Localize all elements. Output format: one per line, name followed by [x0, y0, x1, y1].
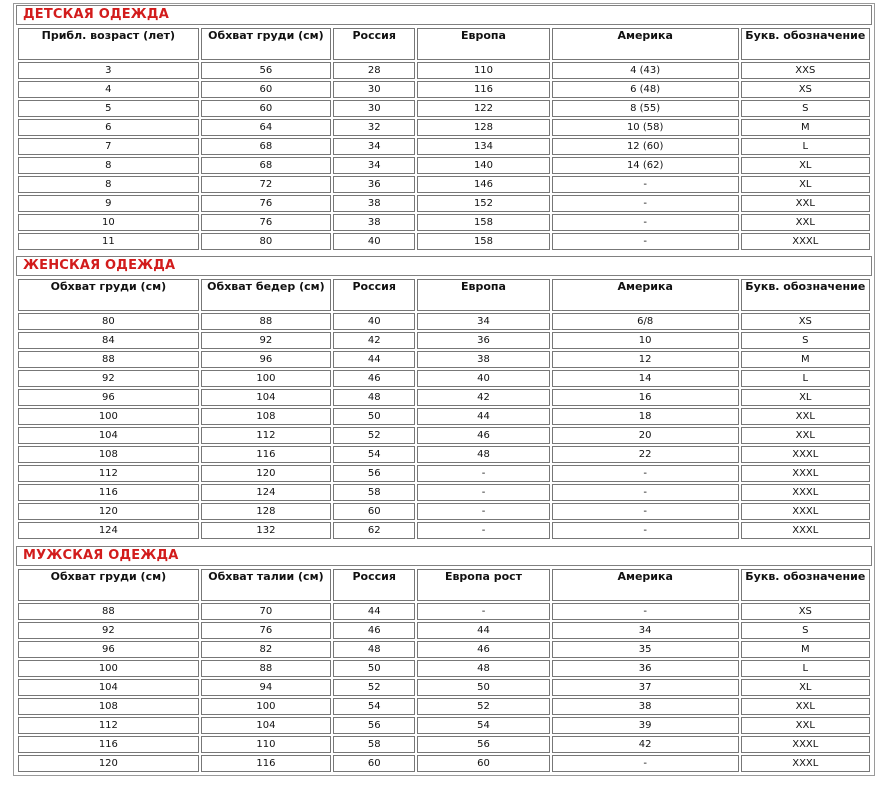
- table-row: [18, 332, 870, 349]
- table-row: [18, 622, 870, 639]
- table-cell: 82: [201, 641, 331, 658]
- table-row: [18, 138, 870, 155]
- table-cell: 62: [333, 522, 415, 539]
- table-cell: 50: [417, 679, 549, 696]
- table-row: [18, 736, 870, 753]
- table-row: [18, 62, 870, 79]
- table-cell: 112: [201, 427, 331, 444]
- table-cell: 64: [201, 119, 331, 136]
- table-cell: 40: [417, 370, 549, 387]
- table-cell: 116: [18, 484, 199, 501]
- table-cell: XXXL: [741, 503, 870, 520]
- table-cell: 22: [552, 446, 739, 463]
- table-cell: 50: [333, 408, 415, 425]
- column-header: Россия: [333, 279, 415, 311]
- table-cell: XXXL: [741, 446, 870, 463]
- table-cell: 94: [201, 679, 331, 696]
- table-row: [18, 427, 870, 444]
- table-cell: 68: [201, 138, 331, 155]
- table-cell: 10: [18, 214, 199, 231]
- column-header: Обхват груди (см): [201, 28, 331, 60]
- table-cell: 46: [333, 622, 415, 639]
- table-cell: 100: [201, 370, 331, 387]
- table-cell: XS: [741, 313, 870, 330]
- table-cell: 158: [417, 233, 549, 250]
- table-cell: 88: [18, 603, 199, 620]
- table-cell: 60: [333, 503, 415, 520]
- table-cell: -: [552, 522, 739, 539]
- table-cell: 44: [333, 351, 415, 368]
- table-cell: 14 (62): [552, 157, 739, 174]
- table-cell: -: [417, 522, 549, 539]
- section-title-women: ЖЕНСКАЯ ОДЕЖДА: [16, 256, 872, 276]
- table-cell: 12 (60): [552, 138, 739, 155]
- table-cell: 48: [333, 641, 415, 658]
- table-cell: 104: [18, 427, 199, 444]
- table-cell: 128: [201, 503, 331, 520]
- table-cell: 38: [333, 214, 415, 231]
- table-cell: -: [552, 233, 739, 250]
- table-row: [18, 370, 870, 387]
- table-cell: 116: [201, 755, 331, 772]
- table-cell: 76: [201, 195, 331, 212]
- table-cell: 60: [333, 755, 415, 772]
- table-cell: 100: [18, 660, 199, 677]
- table-cell: M: [741, 641, 870, 658]
- table-cell: 56: [333, 717, 415, 734]
- table-cell: XXL: [741, 195, 870, 212]
- table-cell: 92: [201, 332, 331, 349]
- table-cell: 10 (58): [552, 119, 739, 136]
- table-row: [18, 313, 870, 330]
- table-row: [18, 660, 870, 677]
- column-header: Европа: [417, 28, 549, 60]
- table-cell: -: [552, 755, 739, 772]
- table-row: [18, 157, 870, 174]
- table-cell: M: [741, 351, 870, 368]
- table-cell: XXXL: [741, 465, 870, 482]
- table-cell: -: [552, 484, 739, 501]
- table-cell: 46: [417, 427, 549, 444]
- table-cell: 80: [201, 233, 331, 250]
- table-cell: -: [552, 195, 739, 212]
- table-cell: 20: [552, 427, 739, 444]
- table-cell: 108: [18, 698, 199, 715]
- table-cell: 68: [201, 157, 331, 174]
- table-cell: -: [552, 176, 739, 193]
- table-cell: -: [552, 465, 739, 482]
- table-cell: 56: [201, 62, 331, 79]
- table-header-row: [18, 28, 870, 60]
- table-cell: 10: [552, 332, 739, 349]
- column-header: Обхват бедер (см): [201, 279, 331, 311]
- table-cell: 35: [552, 641, 739, 658]
- table-cell: 104: [18, 679, 199, 696]
- table-cell: 134: [417, 138, 549, 155]
- table-cell: 48: [417, 660, 549, 677]
- table-cell: 56: [417, 736, 549, 753]
- table-cell: 37: [552, 679, 739, 696]
- table-cell: 36: [417, 332, 549, 349]
- table-cell: XXXL: [741, 755, 870, 772]
- table-cell: 120: [18, 503, 199, 520]
- table-cell: 112: [18, 717, 199, 734]
- table-cell: 110: [201, 736, 331, 753]
- table-cell: 42: [417, 389, 549, 406]
- table-cell: 88: [201, 660, 331, 677]
- table-cell: 8: [18, 157, 199, 174]
- table-cell: -: [552, 503, 739, 520]
- table-cell: S: [741, 332, 870, 349]
- table-cell: 58: [333, 736, 415, 753]
- table-cell: 108: [201, 408, 331, 425]
- table-cell: 52: [333, 427, 415, 444]
- table-cell: 124: [201, 484, 331, 501]
- table-row: [18, 503, 870, 520]
- table-cell: XXL: [741, 408, 870, 425]
- table-cell: 76: [201, 622, 331, 639]
- table-cell: S: [741, 622, 870, 639]
- table-cell: 152: [417, 195, 549, 212]
- table-row: [18, 214, 870, 231]
- table-row: [18, 408, 870, 425]
- table-cell: 11: [18, 233, 199, 250]
- table-cell: L: [741, 660, 870, 677]
- table-cell: 42: [333, 332, 415, 349]
- table-cell: 116: [417, 81, 549, 98]
- table-cell: -: [417, 484, 549, 501]
- column-header: Обхват груди (см): [18, 569, 199, 601]
- table-cell: 38: [417, 351, 549, 368]
- table-cell: 9: [18, 195, 199, 212]
- table-cell: 54: [333, 698, 415, 715]
- table-row: [18, 81, 870, 98]
- table-cell: 16: [552, 389, 739, 406]
- table-cell: 72: [201, 176, 331, 193]
- column-header: Букв. обозначение: [741, 279, 870, 311]
- women-size-table: [16, 277, 872, 541]
- table-cell: 30: [333, 100, 415, 117]
- table-cell: XXXL: [741, 233, 870, 250]
- table-cell: -: [417, 465, 549, 482]
- table-cell: 88: [18, 351, 199, 368]
- table-cell: XXL: [741, 717, 870, 734]
- table-row: [18, 522, 870, 539]
- table-cell: 12: [552, 351, 739, 368]
- section-title-men: МУЖСКАЯ ОДЕЖДА: [16, 546, 872, 566]
- table-row: [18, 484, 870, 501]
- table-cell: 88: [201, 313, 331, 330]
- column-header: Прибл. возраст (лет): [18, 28, 199, 60]
- table-row: [18, 465, 870, 482]
- table-cell: 28: [333, 62, 415, 79]
- table-cell: XXXL: [741, 484, 870, 501]
- table-cell: 56: [333, 465, 415, 482]
- table-cell: 96: [18, 389, 199, 406]
- table-cell: 18: [552, 408, 739, 425]
- table-cell: M: [741, 119, 870, 136]
- table-cell: S: [741, 100, 870, 117]
- table-cell: XL: [741, 176, 870, 193]
- table-cell: -: [417, 603, 549, 620]
- column-header: Букв. обозначение: [741, 28, 870, 60]
- table-cell: -: [552, 214, 739, 231]
- table-cell: 84: [18, 332, 199, 349]
- table-cell: XXL: [741, 698, 870, 715]
- column-header: Европа рост: [417, 569, 549, 601]
- table-cell: L: [741, 138, 870, 155]
- column-header: Обхват груди (см): [18, 279, 199, 311]
- table-cell: 48: [417, 446, 549, 463]
- table-cell: 96: [18, 641, 199, 658]
- table-row: [18, 717, 870, 734]
- table-cell: 44: [333, 603, 415, 620]
- table-cell: 140: [417, 157, 549, 174]
- table-cell: 36: [333, 176, 415, 193]
- table-header-row: [18, 279, 870, 311]
- section-title-kids: ДЕТСКАЯ ОДЕЖДА: [16, 5, 872, 25]
- table-row: [18, 641, 870, 658]
- table-row: [18, 176, 870, 193]
- table-header-row: [18, 569, 870, 601]
- table-cell: 48: [333, 389, 415, 406]
- table-cell: 34: [552, 622, 739, 639]
- table-cell: 76: [201, 214, 331, 231]
- table-cell: 44: [417, 408, 549, 425]
- table-row: [18, 446, 870, 463]
- column-header: Россия: [333, 28, 415, 60]
- table-cell: 112: [18, 465, 199, 482]
- table-row: [18, 233, 870, 250]
- table-row: [18, 100, 870, 117]
- table-cell: 132: [201, 522, 331, 539]
- table-cell: 7: [18, 138, 199, 155]
- table-cell: 54: [333, 446, 415, 463]
- table-row: [18, 195, 870, 212]
- table-row: [18, 755, 870, 772]
- table-cell: 8 (55): [552, 100, 739, 117]
- table-cell: 8: [18, 176, 199, 193]
- table-cell: XXXL: [741, 522, 870, 539]
- table-cell: 46: [333, 370, 415, 387]
- table-cell: 40: [333, 313, 415, 330]
- table-cell: 46: [417, 641, 549, 658]
- table-cell: 70: [201, 603, 331, 620]
- table-cell: 36: [552, 660, 739, 677]
- table-cell: 52: [417, 698, 549, 715]
- table-cell: 4 (43): [552, 62, 739, 79]
- table-cell: 42: [552, 736, 739, 753]
- table-cell: XXL: [741, 427, 870, 444]
- table-cell: XL: [741, 157, 870, 174]
- table-cell: 80: [18, 313, 199, 330]
- table-cell: 34: [333, 157, 415, 174]
- column-header: Америка: [552, 28, 739, 60]
- table-cell: XS: [741, 81, 870, 98]
- table-cell: 40: [333, 233, 415, 250]
- men-size-table: [16, 567, 872, 774]
- table-cell: 128: [417, 119, 549, 136]
- table-cell: XXS: [741, 62, 870, 79]
- table-row: [18, 389, 870, 406]
- table-cell: 6: [18, 119, 199, 136]
- table-cell: 92: [18, 370, 199, 387]
- table-cell: 54: [417, 717, 549, 734]
- table-row: [18, 351, 870, 368]
- column-header: Америка: [552, 279, 739, 311]
- table-cell: 116: [18, 736, 199, 753]
- table-cell: 100: [201, 698, 331, 715]
- table-cell: 44: [417, 622, 549, 639]
- table-row: [18, 679, 870, 696]
- table-row: [18, 119, 870, 136]
- table-cell: L: [741, 370, 870, 387]
- table-row: [18, 698, 870, 715]
- column-header: Букв. обозначение: [741, 569, 870, 601]
- table-cell: 116: [201, 446, 331, 463]
- table-cell: 60: [417, 755, 549, 772]
- table-cell: 110: [417, 62, 549, 79]
- size-chart-page: [13, 3, 875, 776]
- table-cell: 120: [18, 755, 199, 772]
- table-cell: 122: [417, 100, 549, 117]
- table-cell: 14: [552, 370, 739, 387]
- table-cell: 146: [417, 176, 549, 193]
- table-cell: 6/8: [552, 313, 739, 330]
- table-cell: XXL: [741, 214, 870, 231]
- table-cell: 34: [333, 138, 415, 155]
- column-header: Россия: [333, 569, 415, 601]
- table-cell: 30: [333, 81, 415, 98]
- table-cell: -: [417, 503, 549, 520]
- table-cell: 39: [552, 717, 739, 734]
- table-cell: -: [552, 603, 739, 620]
- table-cell: 92: [18, 622, 199, 639]
- table-cell: 104: [201, 389, 331, 406]
- table-cell: 120: [201, 465, 331, 482]
- table-cell: XL: [741, 389, 870, 406]
- table-row: [18, 603, 870, 620]
- table-cell: 60: [201, 100, 331, 117]
- table-cell: 4: [18, 81, 199, 98]
- column-header: Обхват талии (см): [201, 569, 331, 601]
- kids-size-table: [16, 26, 872, 252]
- table-cell: 5: [18, 100, 199, 117]
- table-cell: XXXL: [741, 736, 870, 753]
- table-cell: 38: [552, 698, 739, 715]
- table-cell: 58: [333, 484, 415, 501]
- table-cell: 104: [201, 717, 331, 734]
- table-cell: 124: [18, 522, 199, 539]
- table-cell: 60: [201, 81, 331, 98]
- table-cell: 96: [201, 351, 331, 368]
- table-cell: 3: [18, 62, 199, 79]
- table-cell: 52: [333, 679, 415, 696]
- table-cell: 6 (48): [552, 81, 739, 98]
- table-cell: 108: [18, 446, 199, 463]
- table-cell: 32: [333, 119, 415, 136]
- table-cell: 38: [333, 195, 415, 212]
- column-header: Америка: [552, 569, 739, 601]
- table-cell: XS: [741, 603, 870, 620]
- table-cell: 34: [417, 313, 549, 330]
- table-cell: 100: [18, 408, 199, 425]
- table-cell: XL: [741, 679, 870, 696]
- column-header: Европа: [417, 279, 549, 311]
- table-cell: 158: [417, 214, 549, 231]
- table-cell: 50: [333, 660, 415, 677]
